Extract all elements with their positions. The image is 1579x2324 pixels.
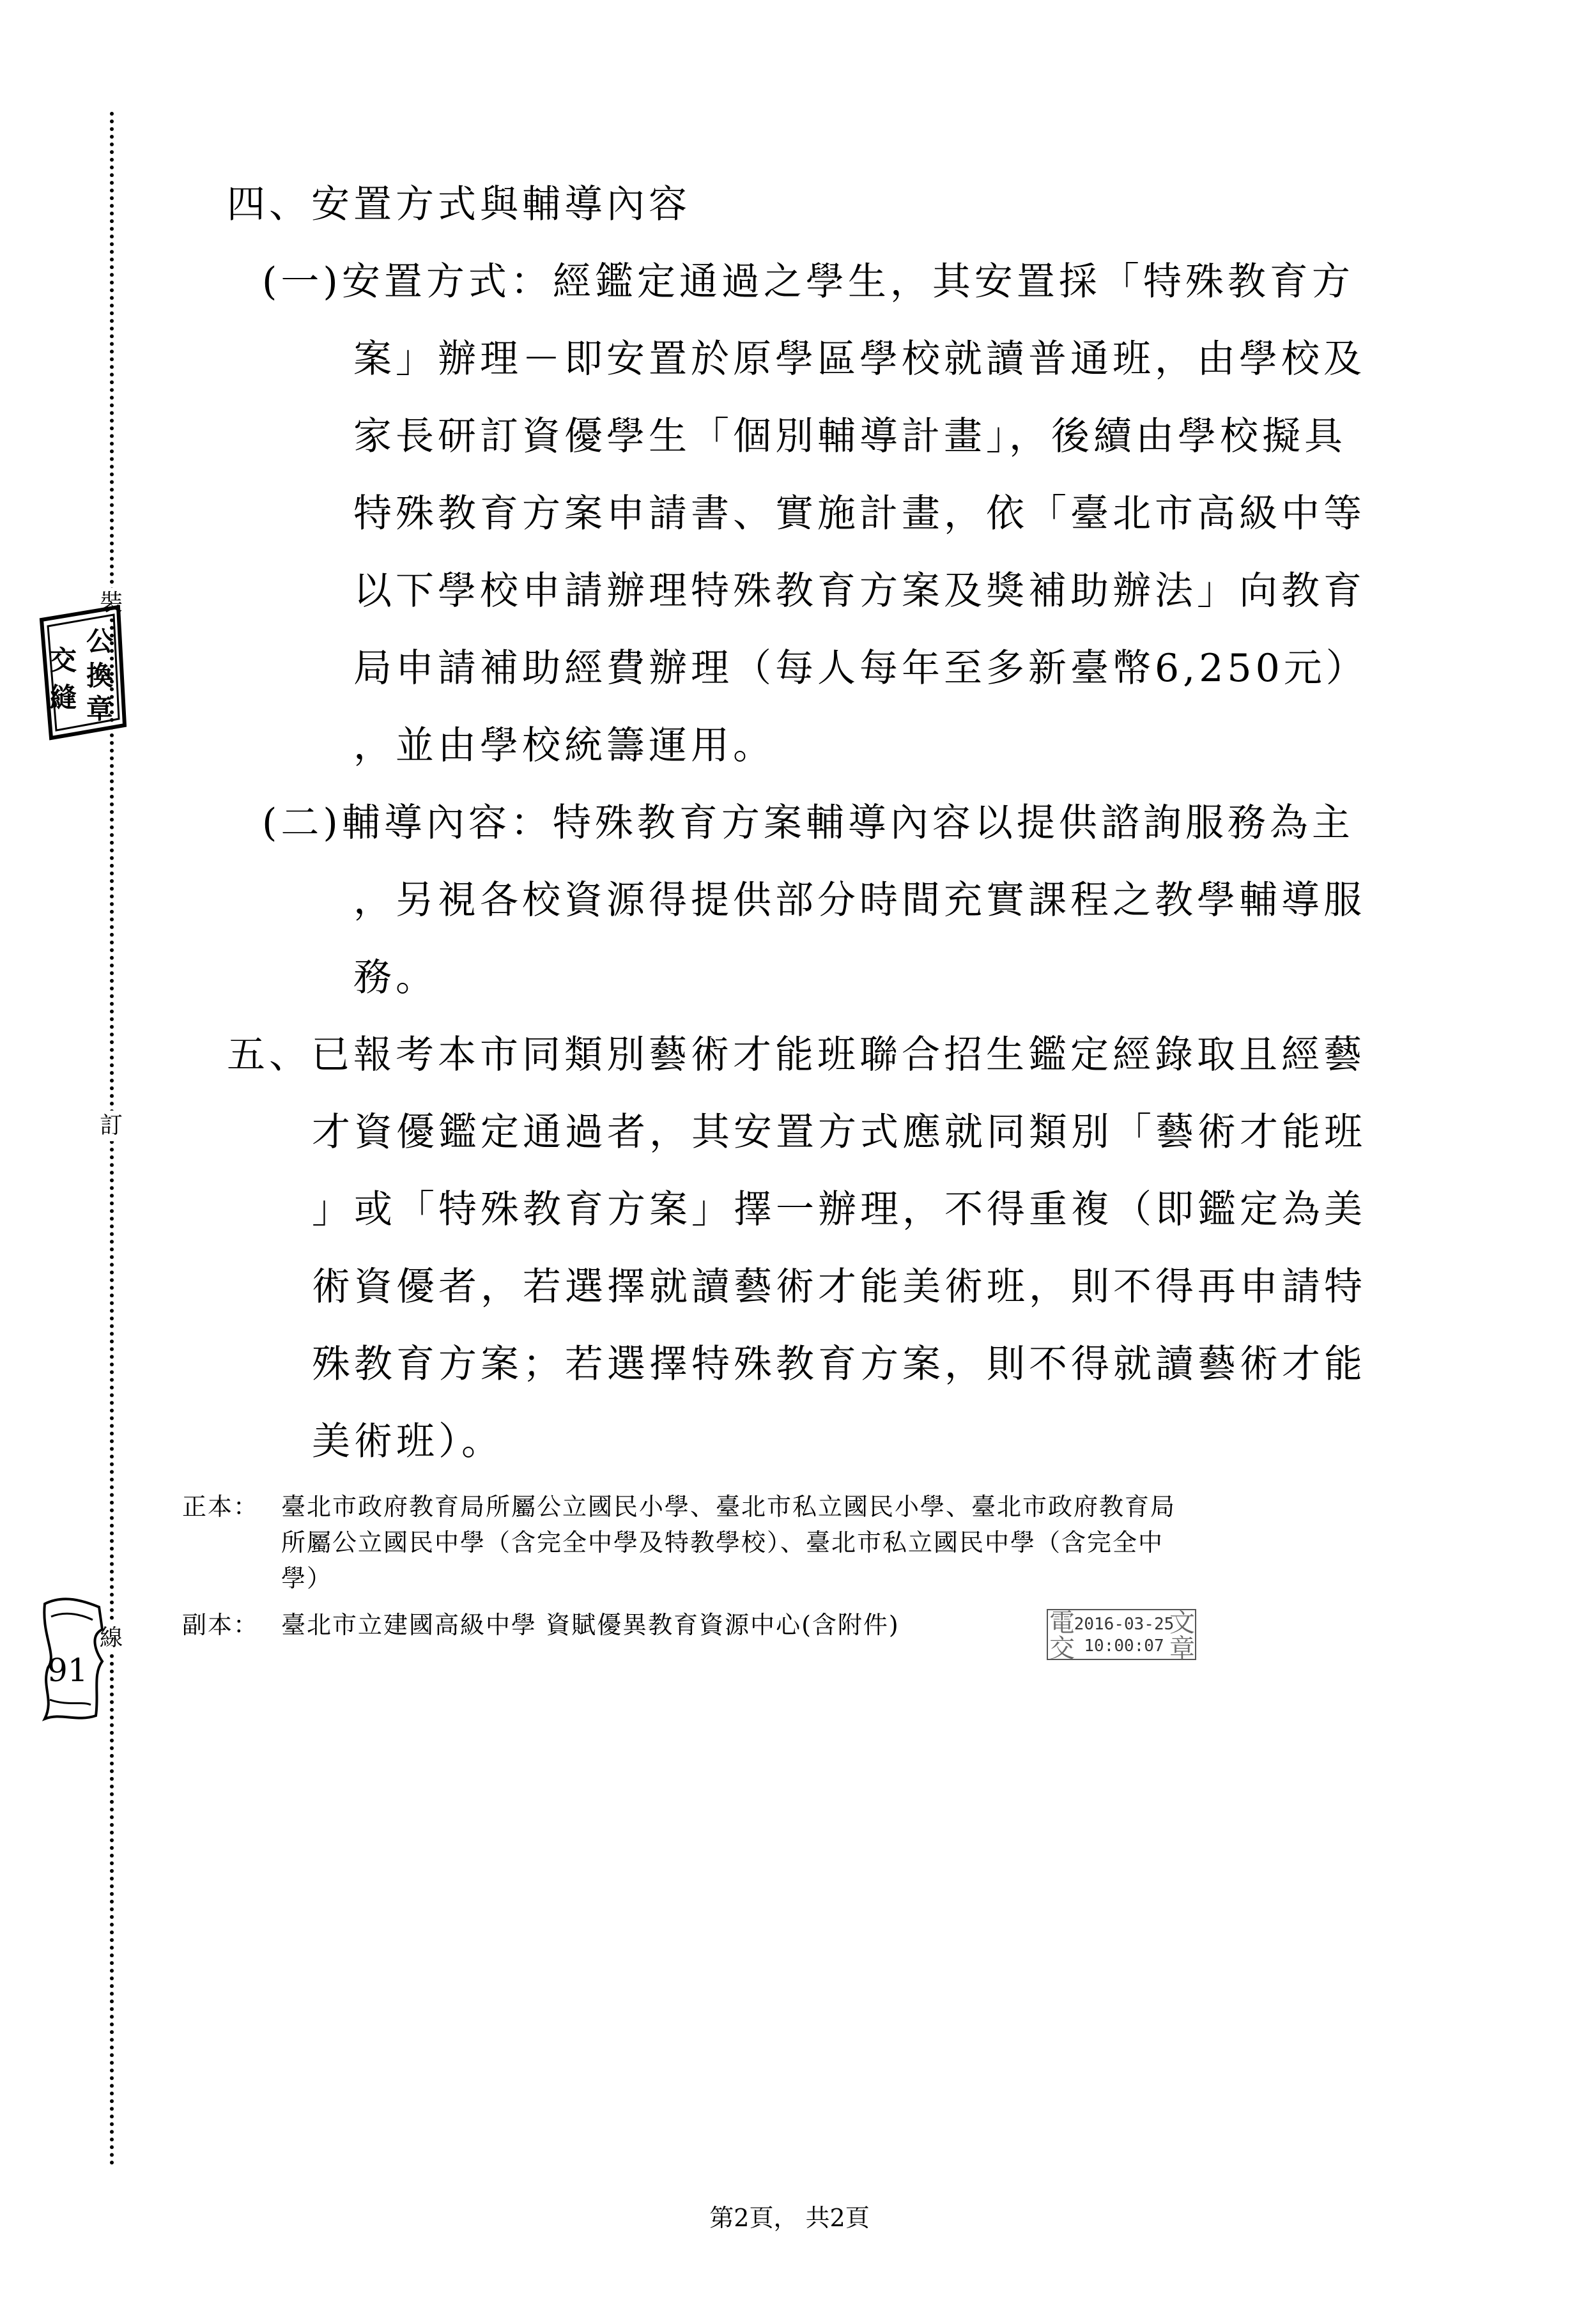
copy-recipient-label: 副本： bbox=[182, 1611, 259, 1639]
body-line: (二)輔導內容：特殊教育方案輔導內容以提供諮詢服務為主 bbox=[262, 801, 1354, 845]
stamp-char: 電 bbox=[1049, 1608, 1075, 1638]
binding-label-top: 裝 bbox=[96, 588, 127, 619]
seal-char: 縫 bbox=[50, 682, 77, 713]
binding-label-bottom: 線 bbox=[96, 1623, 127, 1654]
main-recipient-line: 臺北市政府教育局所屬公立國民小學、臺北市私立國民小學、臺北市政府教育局 bbox=[281, 1493, 1176, 1521]
body-line: 家長研訂資優學生「個別輔導計畫」，後續由學校擬具 bbox=[353, 414, 1346, 459]
body-line: 案」辦理－即安置於原學區學校就讀普通班，由學校及 bbox=[353, 337, 1366, 381]
page-footer: 第2頁， 共2頁 bbox=[709, 2204, 870, 2232]
body-line: 」或「特殊教育方案」擇一辦理，不得重複（即鑑定為美 bbox=[312, 1187, 1366, 1232]
body-line: 務。 bbox=[353, 955, 438, 1000]
body-line: 殊教育方案；若選擇特殊教育方案，則不得就讀藝術才能 bbox=[312, 1342, 1366, 1387]
seal-char: 換 bbox=[86, 660, 114, 691]
stamp-char: 文 bbox=[1169, 1608, 1195, 1638]
body-line: 以下學校申請辦理特殊教育方案及獎補助辦法」向教育 bbox=[353, 569, 1366, 613]
body-line: 局申請補助經費辦理（每人每年至多新臺幣6,250元） bbox=[353, 646, 1368, 691]
body-line: 美術班）。 bbox=[312, 1419, 504, 1464]
stamp-char: 章 bbox=[1169, 1634, 1195, 1663]
electronic-exchange-stamp bbox=[1047, 1608, 1196, 1663]
body-line: ，另視各校資源得提供部分時間充實課程之教學輔導服 bbox=[353, 878, 1366, 923]
binding-label-middle: 訂 bbox=[96, 1111, 127, 1141]
seal-char: 交 bbox=[50, 645, 77, 676]
stamp-time: 10:00:07 bbox=[1084, 1636, 1164, 1656]
main-recipient-label: 正本： bbox=[182, 1493, 259, 1521]
body-line: 特殊教育方案申請書、實施計畫，依「臺北市高級中等 bbox=[353, 491, 1366, 536]
stamp-char: 交 bbox=[1049, 1634, 1075, 1663]
body-line: (一)安置方式：經鑑定通過之學生，其安置採「特殊教育方 bbox=[262, 259, 1354, 304]
page-stamp-number: 91 bbox=[47, 1652, 88, 1689]
body-line: ，並由學校統籌運用。 bbox=[353, 723, 775, 768]
main-recipient-line: 學） bbox=[281, 1564, 333, 1592]
body-line: 術資優者，若選擇就讀藝術才能美術班，則不得再申請特 bbox=[312, 1265, 1366, 1309]
section-heading: 四、安置方式與輔導內容 bbox=[227, 182, 691, 227]
main-recipient-line: 所屬公立國民中學（含完全中學及特教學校）、臺北市私立國民中學（含完全中 bbox=[281, 1528, 1164, 1557]
copy-recipient-text: 臺北市立建國高級中學 資賦優異教育資源中心(含附件) bbox=[281, 1611, 900, 1639]
seal-char: 章 bbox=[86, 693, 114, 725]
exchange-seal-icon bbox=[38, 601, 128, 748]
section-heading: 五、已報考本市同類別藝術才能班聯合招生鑑定經錄取且經藝 bbox=[227, 1033, 1366, 1077]
seal-char: 公 bbox=[86, 626, 114, 657]
stamp-date: 2016-03-25 bbox=[1074, 1615, 1175, 1634]
body-line: 才資優鑑定通過者，其安置方式應就同類別「藝術才能班 bbox=[312, 1110, 1366, 1155]
